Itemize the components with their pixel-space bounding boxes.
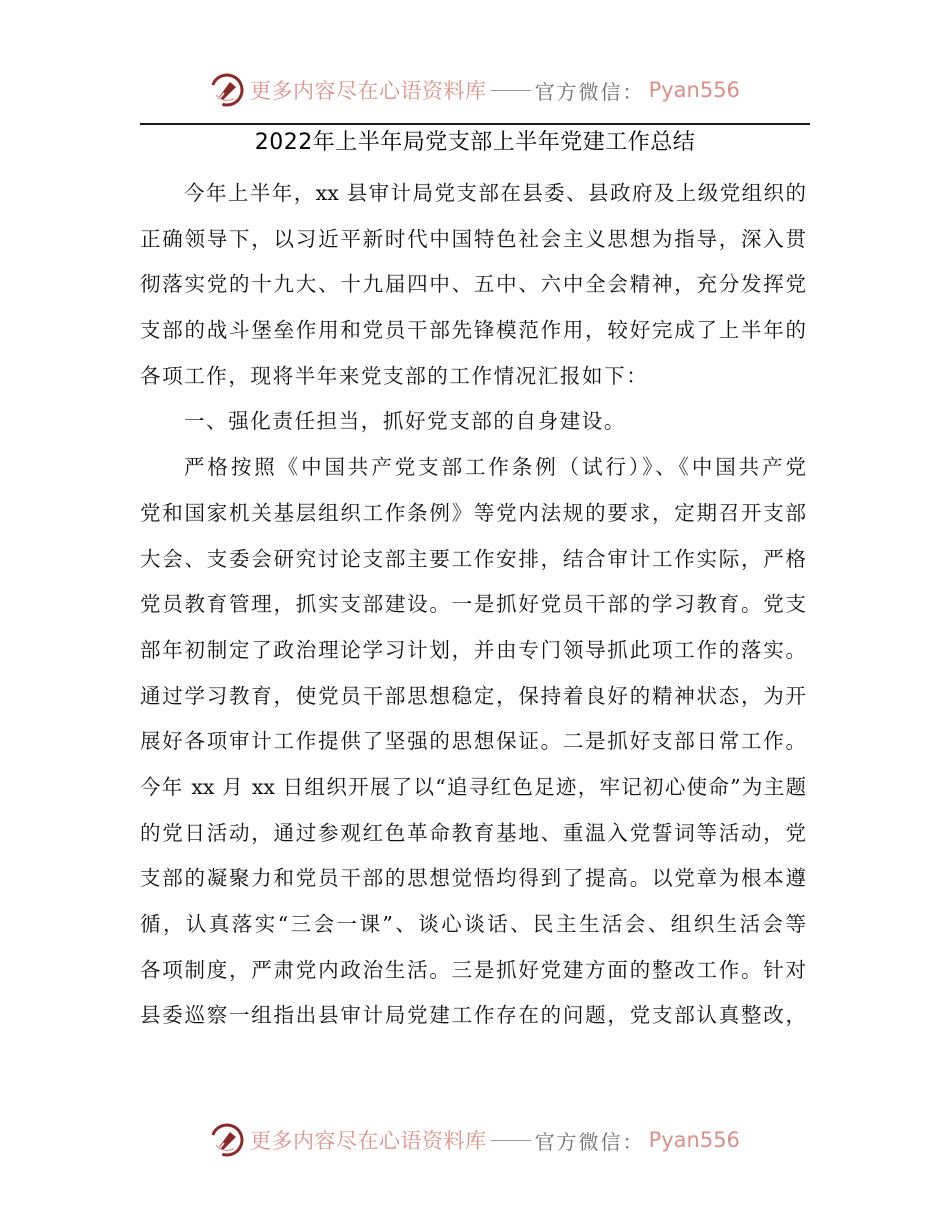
text-line: 今年 xx 月 xx 日组织开展了以“追寻红色足迹，牢记初心使命”为主题 [140, 774, 806, 799]
text-line: 党和国家机关基层组织工作条例》等党内法规的要求，定期召开支部 [140, 500, 806, 525]
text-line: 大会、支委会研究讨论支部主要工作安排，结合审计工作实际，严格 [140, 546, 806, 571]
text-line: 严格按照《中国共产党支部工作条例（试行）》、《中国共产党 [184, 455, 806, 480]
text-line: 党员教育管理，抓实支部建设。一是抓好党员干部的学习教育。党支 [140, 592, 806, 617]
wechat-label: 官方微信： [534, 1129, 645, 1154]
wechat-id: Pyan556 [648, 1128, 740, 1152]
text-line: 彻落实党的十九大、十九届四中、五中、六中全会精神，充分发挥党 [140, 272, 806, 297]
pen-nib-logo-icon [210, 73, 244, 107]
text-line: 支部的凝聚力和党员干部的思想觉悟均得到了提高。以党章为根本遵 [140, 866, 806, 891]
pen-nib-logo-icon [210, 1123, 244, 1157]
text-line: 县委巡察一组指出县审计局党建工作存在的问题，党支部认真整改， [140, 1003, 806, 1028]
section-heading: 一、强化责任担当，抓好党支部的自身建设。 [184, 409, 626, 434]
text-line: 循，认真落实“三会一课”、谈心谈话、民主生活会、组织生活会等 [140, 912, 806, 936]
footer-banner [0, 1118, 950, 1162]
header-rule [140, 123, 810, 125]
text-line: 今年上半年，xx 县审计局党支部在县委、县政府及上级党组织的 [184, 181, 806, 205]
text-line: 正确领导下，以习近平新时代中国特色社会主义思想为指导，深入贯 [140, 226, 806, 251]
text-line: 各项制度，严肃党内政治生活。三是抓好党建方面的整改工作。针对 [140, 957, 806, 982]
text-line: 通过学习教育，使党员干部思想稳定，保持着良好的精神状态，为开 [140, 683, 806, 708]
text-line: 的党日活动，通过参观红色革命教育基地、重温入党誓词等活动，党 [140, 820, 806, 845]
text-line: 各项工作，现将半年来党支部的工作情况汇报如下： [140, 363, 649, 388]
promo-text: 更多内容尽在心语资料库 [250, 1129, 487, 1153]
header-banner [0, 68, 950, 112]
promo-text: 更多内容尽在心语资料库 [250, 79, 487, 103]
text-line: 部年初制定了政治理论学习计划，并由专门领导抓此项工作的落实。 [140, 637, 806, 662]
wechat-label: 官方微信： [534, 79, 645, 104]
separator-dash [491, 90, 531, 91]
document-body [140, 176, 806, 1044]
document-title: 2022年上半年局党支部上半年党建工作总结 [254, 130, 696, 155]
separator-dash [491, 1140, 531, 1141]
text-line: 支部的战斗堡垒作用和党员干部先锋模范作用，较好完成了上半年的 [140, 318, 806, 343]
wechat-id: Pyan556 [648, 78, 740, 102]
text-line: 展好各项审计工作提供了坚强的思想保证。二是抓好支部日常工作。 [140, 729, 806, 754]
